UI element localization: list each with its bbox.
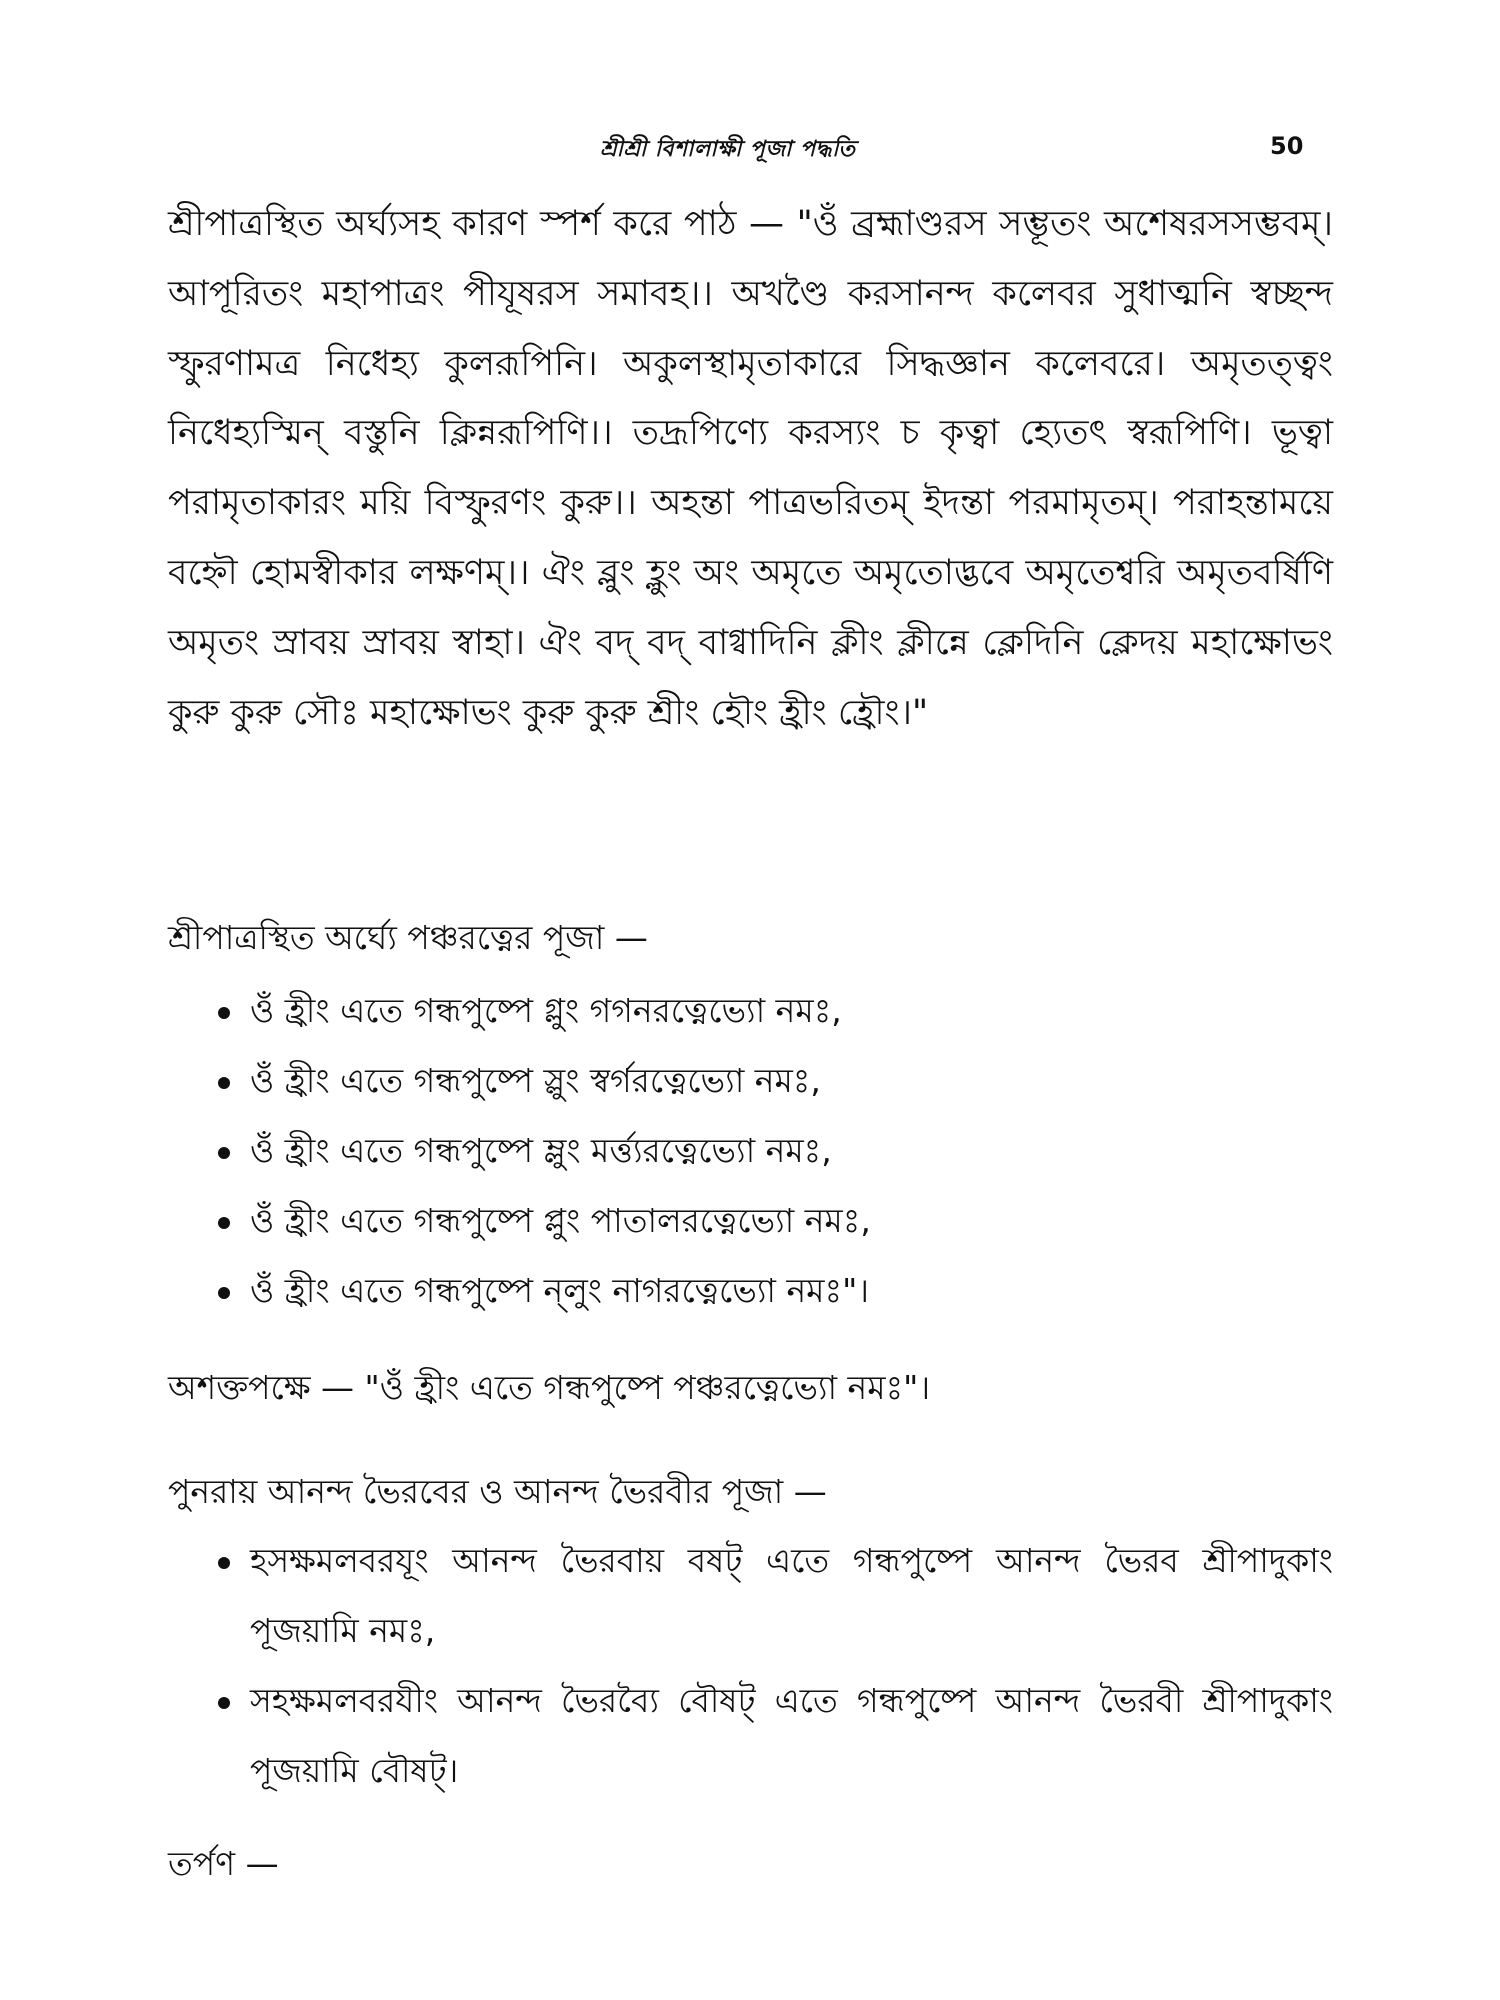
bullet-icon [218, 1147, 230, 1159]
list-item-text: ওঁ হ্রীং এতে গন্ধপুষ্পে প্লুং পাতালরত্নেভ্যো নমঃ, [250, 1201, 871, 1240]
list-item-text: হসক্ষমলবরযূং আনন্দ ভৈরবায় বষট্ এতে গন্ধপুষ্পে আনন্দ ভৈরব শ্রীপাদুকাং পূজয়ামি নমঃ, [250, 1541, 1333, 1650]
bullet-icon [218, 1697, 230, 1709]
main-paragraph: শ্রীপাত্রস্থিত অর্ঘ্যসহ কারণ স্পর্শ করে পাঠ — "ওঁ ব্রহ্মাণ্ডরস সম্ভূতং অশেষরসসম্ভবম্। আপূরিতং মহাপাত্রং পীযূষরস সমাবহ।। অখণ্ডৈ করসানন্দ কলেবর সুধাত্মনি স্বচ্ছন্দ স্ফুরণামত্র নিধেহ্য কুলরূপিনি। অকুলস্থামৃতাকারে সিদ্ধজ্ঞান কলেবরে। অমৃতত্ত্বং নিধেহ্যস্মিন্ বস্তুনি ক্লিন্নরূপিণি।। তদ্রূপিণ্যে করস্যং চ কৃত্বা হ্যেতৎ স্বরূপিণি। ভূত্বা পরামৃতাকারং ময়ি বিস্ফুরণং কুরু।। অহন্তা পাত্রভরিতম্ ইদন্তা পরমামৃতম্। পরাহন্তাময়ে বহ্নৌ হোমস্বীকার লক্ষণম্।। ঐং ব্লুং হ্লুং অং অমৃতে অমৃতোদ্ভবে অমৃতেশ্বরি অমৃতবর্ষিণি অমৃতং স্রাবয় স্রাবয় স্বাহা। ঐং বদ্ বদ্ বাগ্বাদিনি ক্লীং ক্লীন্নে ক্লেদিনি ক্লেদয় মহাক্ষোভং কুরু কুরু সৌঃ মহাক্ষোভং কুরু কুরু শ্রীং হৌং হ্রীং হ্রৌং।" [168, 204, 1333, 733]
list-item-text: ওঁ হ্রীং এতে গন্ধপুষ্পে গ্লুং গগনরত্নেভ্যো নমঃ, [250, 991, 842, 1030]
list-item [168, 1666, 1333, 1806]
list-item [168, 1046, 1333, 1116]
running-title: শ্রীশ্রী বিশালাক্ষী পূজা পদ্ধতি [600, 137, 856, 162]
ananda-bhairava-list [168, 1526, 1333, 1806]
panchratna-heading: শ্রীপাত্রস্থিত অর্ঘ্যে পঞ্চরত্নের পূজা — [168, 918, 648, 957]
list-item [168, 1526, 1333, 1666]
bullet-icon [218, 1217, 230, 1229]
list-item-text: ওঁ হ্রীং এতে গন্ধপুষ্পে স্লুং স্বর্গরত্নেভ্যো নমঃ, [250, 1061, 821, 1100]
bullet-icon [218, 1077, 230, 1089]
bullet-icon [218, 1007, 230, 1019]
tarpana-heading: তর্পণ — [168, 1844, 279, 1883]
list-item-text: সহক্ষমলবরযীং আনন্দ ভৈরব্যৈ বৌষট্ এতে গন্ধপুষ্পে আনন্দ ভৈরবী শ্রীপাদুকাং পূজয়ামি বৌষট্। [250, 1681, 1333, 1790]
ashakta-line: অশক্তপক্ষে — "ওঁ হ্রীং এতে গন্ধপুষ্পে পঞ্চরত্নেভ্যো নমঃ"। [168, 1368, 931, 1407]
list-item [168, 1256, 1333, 1326]
page-number: 50 [1270, 132, 1304, 160]
bullet-icon [218, 1557, 230, 1569]
list-item [168, 1186, 1333, 1256]
list-item [168, 976, 1333, 1046]
ananda-bhairava-heading: পুনরায় আনন্দ ভৈরবের ও আনন্দ ভৈরবীর পূজা — [168, 1472, 827, 1511]
list-item-text: ওঁ হ্রীং এতে গন্ধপুষ্পে ম্লুং মর্ত্ত্যরত্নেভ্যো নমঃ, [250, 1131, 832, 1170]
list-item [168, 1116, 1333, 1186]
bullet-icon [218, 1287, 230, 1299]
panchratna-list [168, 976, 1333, 1326]
list-item-text: ওঁ হ্রীং এতে গন্ধপুষ্পে ন্লুং নাগরত্নেভ্যো নমঃ"। [250, 1271, 870, 1310]
